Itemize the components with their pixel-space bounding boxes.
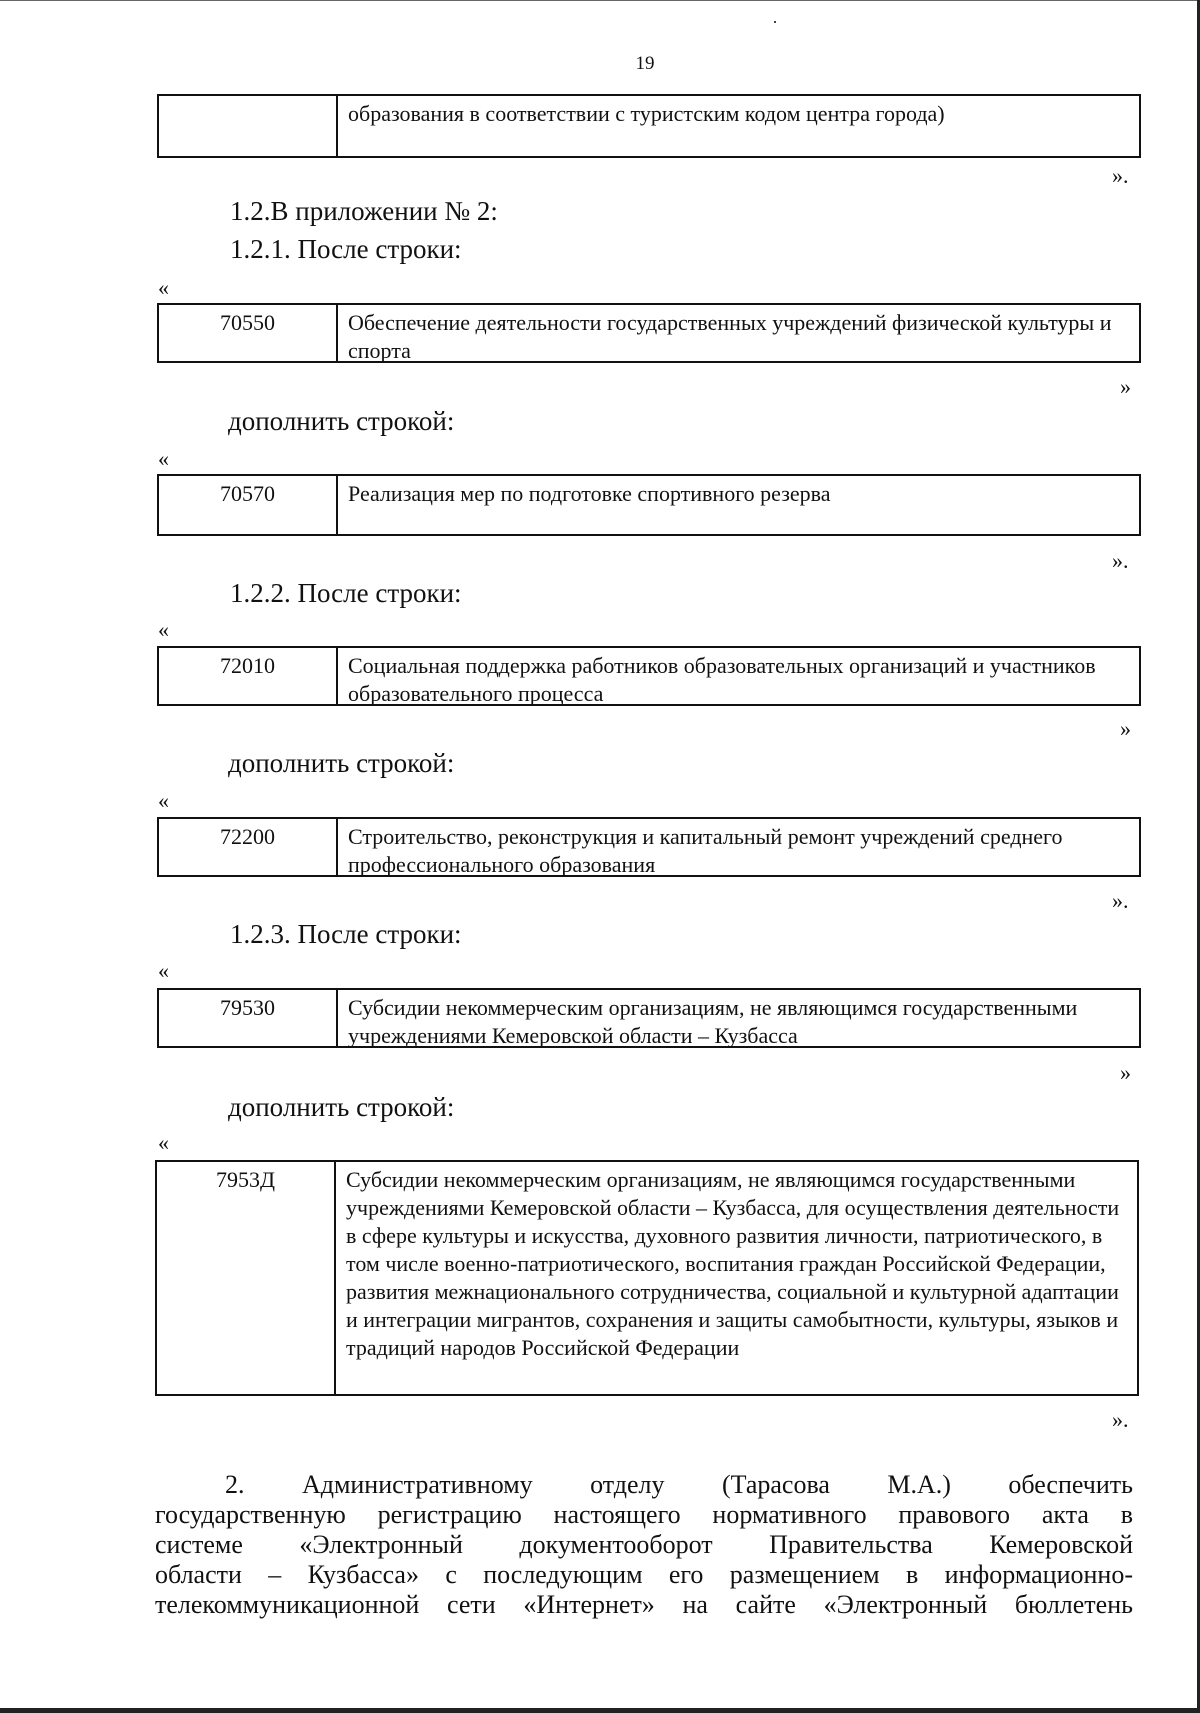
page-number: 19 bbox=[635, 53, 655, 74]
section-heading: 1.2.В приложении № 2: bbox=[230, 196, 498, 226]
row-code: 72200 bbox=[159, 819, 338, 875]
open-quote: « bbox=[158, 788, 169, 813]
row-code: 70570 bbox=[159, 476, 338, 534]
item-heading: 1.2.1. После строки: bbox=[230, 234, 462, 264]
row-description: Реализация мер по подготовке спортивного резерва bbox=[348, 481, 831, 506]
open-quote: « bbox=[158, 958, 169, 983]
row-code: 7953Д bbox=[157, 1162, 336, 1394]
row-description: Субсидии некоммерческим организациям, не являющимся государственными учреждениями Кемеровской области – Кузбасса, для осуществления деятельности в сфере культуры и искусства, духовного развития личности, патриотического, в том числе военно-патриотического, воспитания граждан Российской Федерации, развития межнационального сотрудничества, социальной и культурной адаптации и интеграции мигрантов, сохранения и защиты самобытности, культуры, языков и традиций народов Российской Федерации bbox=[346, 1167, 1120, 1360]
paragraph-line: 2. Административному отделу (Тарасова М.А.) обеспечить bbox=[225, 1470, 1133, 1499]
item-heading: 1.2.3. После строки: bbox=[230, 919, 462, 949]
table-row bbox=[157, 646, 1141, 706]
row-code: 72010 bbox=[159, 648, 338, 704]
table-row-continued bbox=[157, 94, 1141, 158]
scan-edge-bottom bbox=[0, 1708, 1200, 1713]
row-description: Социальная поддержка работников образовательных организаций и участников образовательного процесса bbox=[348, 653, 1096, 706]
item-heading: 1.2.2. После строки: bbox=[230, 578, 462, 608]
row-description: Субсидии некоммерческим организациям, не являющимся государственными учреждениями Кемеровской области – Кузбасса bbox=[348, 995, 1078, 1048]
table-row bbox=[157, 303, 1141, 363]
supplement-label: дополнить строкой: bbox=[228, 406, 455, 436]
row-code: 70550 bbox=[159, 305, 338, 361]
scan-speck bbox=[774, 21, 776, 23]
row-description: образования в соответствии с туристским кодом центра города) bbox=[348, 101, 945, 126]
paragraph-2 bbox=[155, 1470, 1133, 1620]
supplement-label: дополнить строкой: bbox=[228, 748, 455, 778]
close-quote: ». bbox=[1112, 163, 1129, 188]
paragraph-line: телекоммуникационной сети «Интернет» на сайте «Электронный бюллетень bbox=[155, 1590, 1133, 1619]
close-quote: » bbox=[1120, 374, 1131, 399]
open-quote: « bbox=[158, 1130, 169, 1155]
row-code: 79530 bbox=[159, 990, 338, 1046]
table-row bbox=[157, 988, 1141, 1048]
table-row bbox=[155, 1160, 1139, 1396]
supplement-label: дополнить строкой: bbox=[228, 1092, 455, 1122]
close-quote: » bbox=[1120, 716, 1131, 741]
close-quote: ». bbox=[1112, 888, 1129, 913]
paragraph-line: системе «Электронный документооборот Правительства Кемеровской bbox=[155, 1530, 1133, 1559]
paragraph-line: области – Кузбасса» с последующим его размещением в информационно- bbox=[155, 1560, 1133, 1589]
table-row bbox=[157, 474, 1141, 536]
open-quote: « bbox=[158, 617, 169, 642]
paragraph-line: государственную регистрацию настоящего нормативного правового акта в bbox=[155, 1500, 1133, 1529]
scan-edge-top bbox=[0, 0, 1200, 1]
table-row bbox=[157, 817, 1141, 877]
close-quote: ». bbox=[1112, 1407, 1129, 1432]
close-quote: ». bbox=[1112, 548, 1129, 573]
row-code bbox=[159, 96, 338, 156]
open-quote: « bbox=[158, 446, 169, 471]
open-quote: « bbox=[158, 275, 169, 300]
row-description: Обеспечение деятельности государственных учреждений физической культуры и спорта bbox=[348, 310, 1112, 363]
close-quote: » bbox=[1120, 1060, 1131, 1085]
row-description: Строительство, реконструкция и капитальный ремонт учреждений среднего профессионального образования bbox=[348, 824, 1063, 877]
